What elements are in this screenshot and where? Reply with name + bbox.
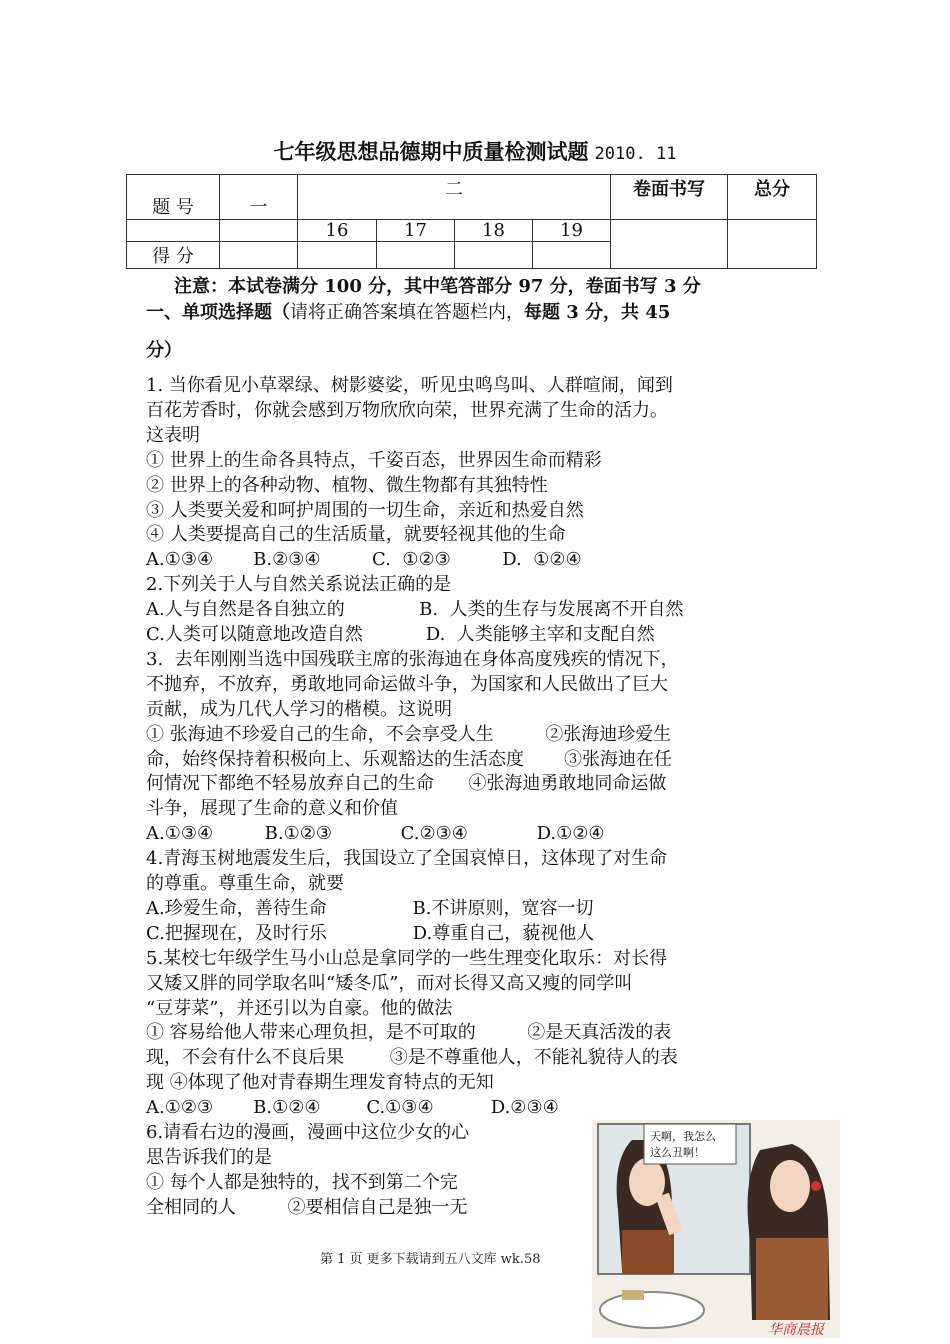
question-line: 百花芳香时，你就会感到万物欣欣向荣，世界充满了生命的活力。 [146, 400, 668, 421]
header-handwriting: 卷面书写 [611, 175, 728, 220]
question-line: 4.青海玉树地震发生后，我国设立了全国哀悼日，这体现了对生命 [146, 848, 668, 869]
score-total [728, 220, 817, 269]
question-line: A.人与自然是各自独立的 B. 人类的生存与发展离不开自然 [146, 599, 684, 620]
header-part-two: 二 [298, 175, 611, 220]
question-line: ① 容易给他人带来心理负担，是不可取的 ②是天真活泼的表 [146, 1022, 672, 1043]
header-q19: 19 [533, 220, 611, 242]
question-line: ④ 人类要提高自己的生活质量，就要轻视其他的生命 [146, 524, 566, 545]
question-line: 5.某校七年级学生马小山总是拿同学的一些生理变化取乐：对长得 [146, 948, 668, 969]
score-handwriting [611, 220, 728, 269]
header-q17: 17 [377, 220, 455, 242]
question-line: 1. 当你看见小草翠绿、树影婆娑，听见虫鸣鸟叫、人群喧闹，闻到 [146, 375, 673, 396]
score-table [126, 174, 817, 269]
exam-note: 注意：本试卷满分 100 分，其中笔答部分 97 分，卷面书写 3 分 [174, 276, 701, 297]
speech-bubble-line1: 天啊，我怎么 [650, 1130, 716, 1143]
question-line: ③ 人类要关爱和呵护周围的一切生命，亲近和热爱自然 [146, 500, 584, 521]
question-line: 这表明 [146, 425, 200, 446]
header-q18: 18 [455, 220, 533, 242]
section-heading: 一、单项选择题（请将正确答案填在答题栏内，每题 3 分，共 45 [146, 302, 671, 323]
header-question-number: 题 号 [127, 175, 220, 220]
question-line: ① 每个人都是独特的，找不到第二个完 [146, 1172, 458, 1193]
question-line: 思告诉我们的是 [146, 1147, 272, 1168]
question-line: 何情况下都绝不轻易放弃自己的生命 ④张海迪勇敢地同命运做 [146, 773, 667, 794]
score-cell-blank [127, 220, 220, 242]
question-line: 全相同的人 ②要相信自己是独一无 [146, 1197, 468, 1218]
question-line: 2.下列关于人与自然关系说法正确的是 [146, 574, 452, 595]
question-line: 贡献，成为几代人学习的楷模。这说明 [146, 699, 452, 720]
cartoon-watermark: 华商晨报 [768, 1322, 824, 1338]
score-cell-blank [533, 242, 611, 269]
question-line: A.①③④ B.①②③ C.②③④ D.①②④ [146, 823, 605, 844]
score-cell-blank [220, 220, 298, 242]
page-footer: 第 1 页 更多下载请到五八文库 wk.58 [320, 1252, 541, 1267]
header-score: 得 分 [127, 242, 220, 269]
question-line: “豆芽菜”，并还引以为自豪。他的做法 [146, 998, 453, 1019]
question-line: 现，不会有什么不良后果 ③是不尊重他人，不能礼貌待人的表 [146, 1047, 678, 1068]
question-line: 3. 去年刚刚当选中国残联主席的张海迪在身体高度残疾的情况下， [146, 649, 679, 670]
question-line: ① 张海迪不珍爱自己的生命，不会享受人生 ②张海迪珍爱生 [146, 724, 672, 745]
question-line: C.人类可以随意地改造自然 D. 人类能够主宰和支配自然 [146, 624, 655, 645]
score-cell-blank [298, 242, 377, 269]
section-heading-cont: 分） [146, 340, 182, 361]
header-part-one: 一 [220, 175, 298, 220]
question-line: 又矮又胖的同学取名叫“矮冬瓜”，而对长得又高又瘦的同学叫 [146, 973, 633, 994]
title-text: 七年级思想品德期中质量检测试题 [273, 139, 589, 164]
question-line: ① 世界上的生命各具特点，千姿百态，世界因生命而精彩 [146, 450, 602, 471]
question-line: A.①②③ B.①②④ C.①③④ D.②③④ [146, 1097, 559, 1118]
question-line: 6.请看右边的漫画，漫画中这位少女的心 [146, 1122, 470, 1143]
exam-title [0, 136, 950, 166]
question-line: C.把握现在，及时行乐 D.尊重自己，藐视他人 [146, 923, 595, 944]
question-line: A.珍爱生命，善待生命 B.不讲原则，宽容一切 [146, 898, 594, 919]
question-line: 斗争，展现了生命的意义和价值 [146, 798, 398, 819]
score-cell-blank [220, 242, 298, 269]
speech-bubble-line2: 这么丑啊！ [650, 1146, 705, 1159]
score-cell-blank [455, 242, 533, 269]
exam-date: 2010. 11 [594, 144, 677, 164]
score-cell-blank [377, 242, 455, 269]
question-line: A.①③④ B.②③④ C. ①②③ D. ①②④ [146, 549, 582, 570]
header-total: 总分 [728, 175, 817, 220]
question-line: ② 世界上的各种动物、植物、微生物都有其独特性 [146, 475, 548, 496]
cartoon-illustration [592, 1120, 840, 1338]
question-line: 不抛弃，不放弃，勇敢地同命运做斗争，为国家和人民做出了巨大 [146, 674, 668, 695]
question-line: 现 ④体现了他对青春期生理发育特点的无知 [146, 1072, 494, 1093]
header-q16: 16 [298, 220, 377, 242]
question-line: 的尊重。尊重生命，就要 [146, 873, 344, 894]
cartoon-svg [592, 1120, 840, 1338]
question-line: 命，始终保持着积极向上、乐观豁达的生活态度 ③张海迪在任 [146, 749, 673, 770]
